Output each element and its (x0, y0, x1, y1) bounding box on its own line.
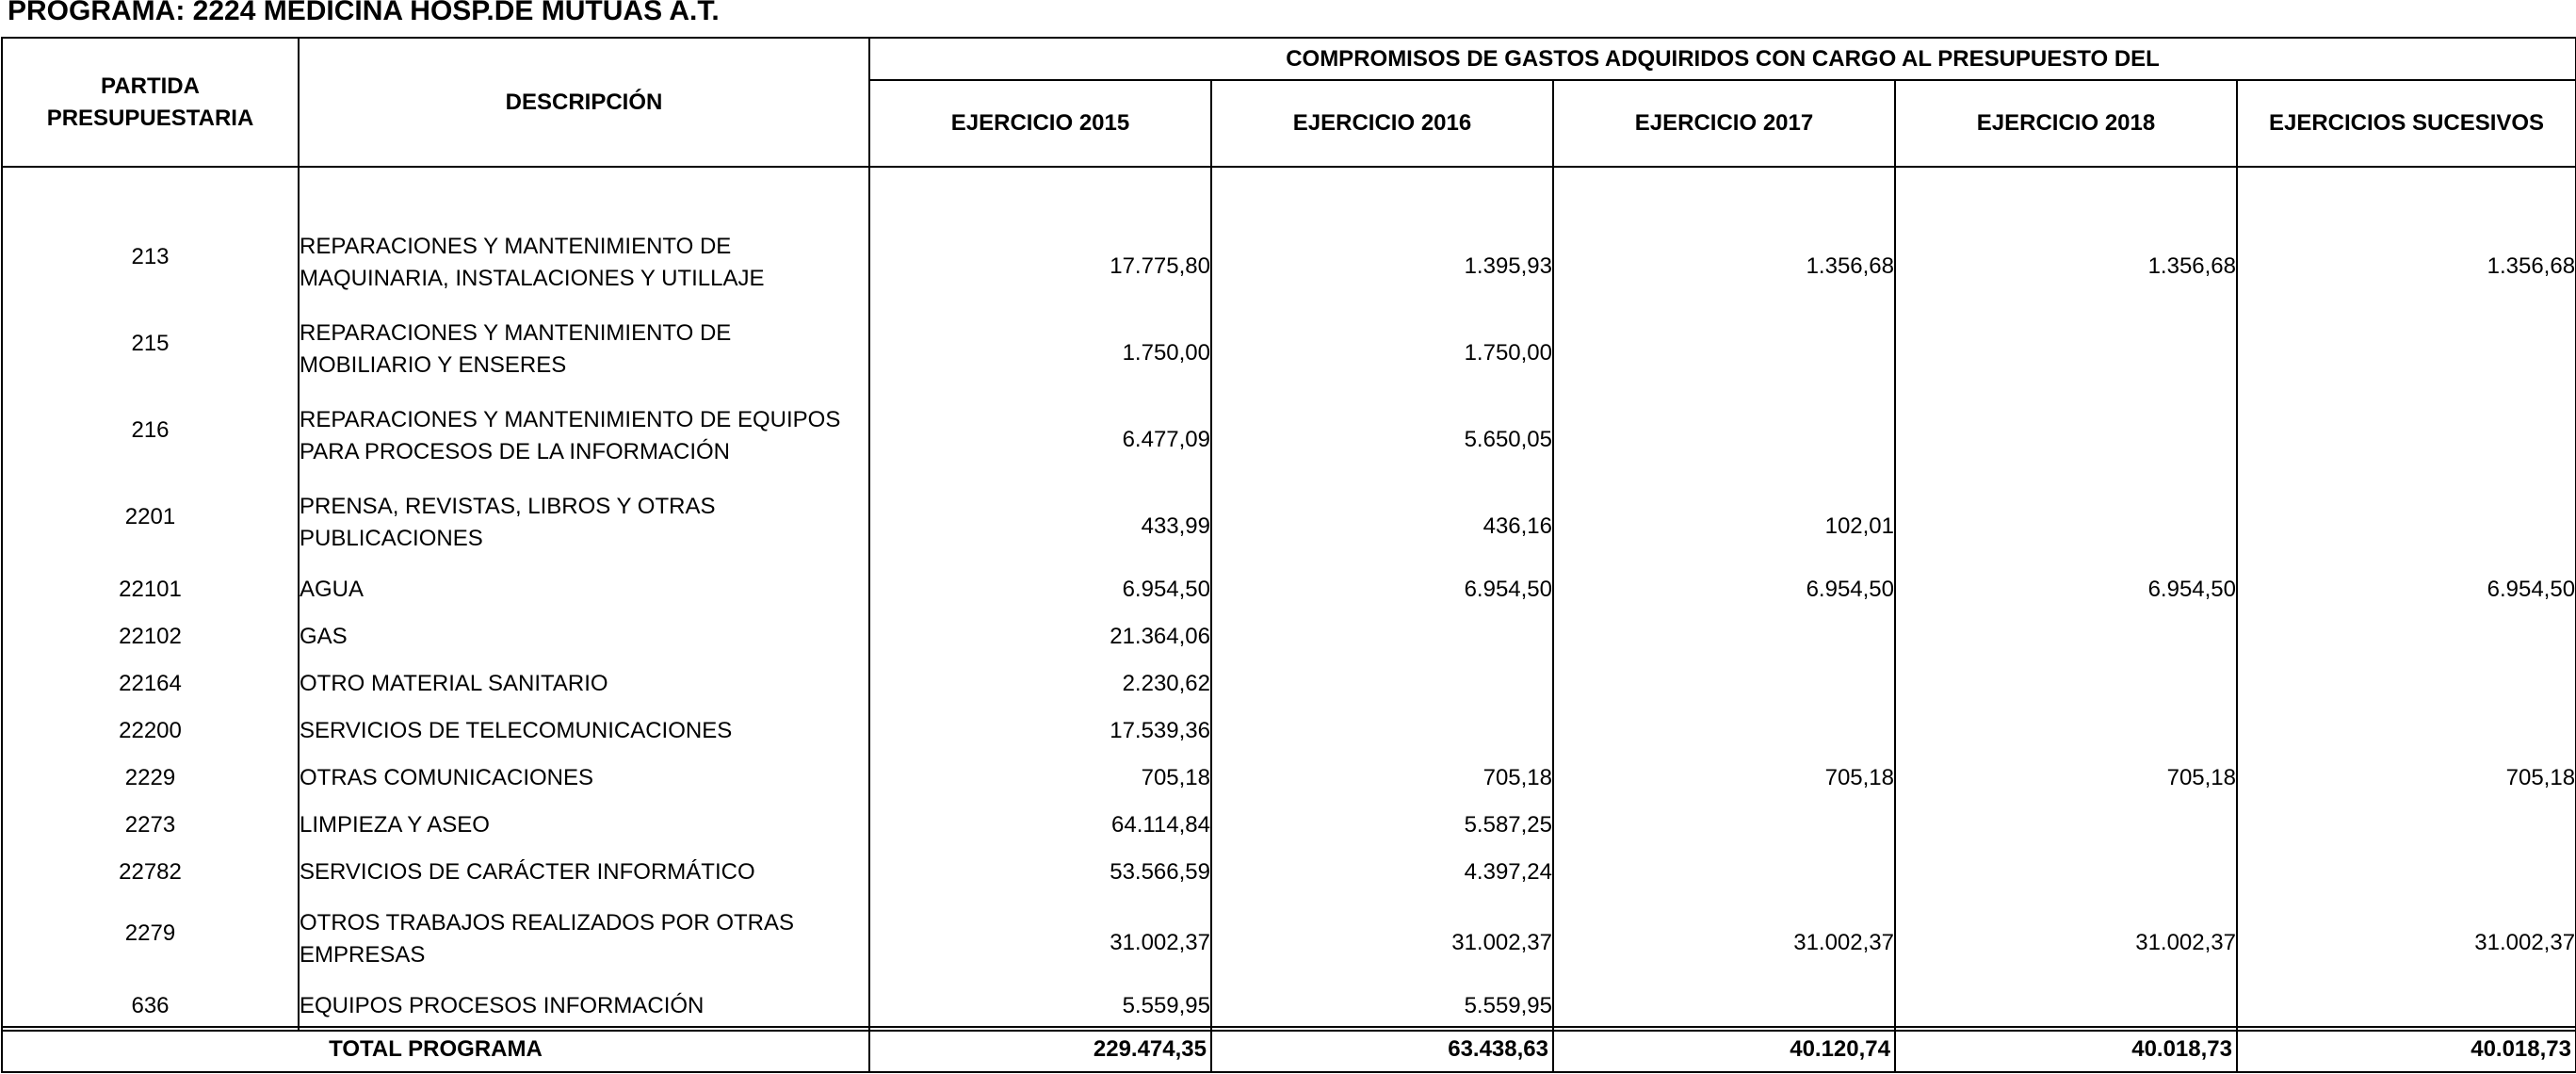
header-year-2018: EJERCICIO 2018 (1895, 80, 2237, 167)
amount-cell: 17.539,36 (869, 708, 1211, 755)
amount-cell (1553, 849, 1895, 896)
table-row (2, 393, 2576, 480)
amount-cell: 6.477,09 (869, 393, 1211, 480)
partida-code: 2201 (2, 480, 299, 566)
amount-cell (1895, 708, 2237, 755)
total-value: 63.438,63 (1211, 1027, 1553, 1072)
amount-cell (1895, 306, 2237, 393)
header-year-sucesivos: EJERCICIOS SUCESIVOS (2237, 80, 2576, 167)
description: SERVICIOS DE CARÁCTER INFORMÁTICO (299, 849, 869, 896)
amount-cell: 31.002,37 (869, 896, 1211, 983)
amount-cell (2237, 613, 2576, 660)
amount-cell: 6.954,50 (869, 566, 1211, 613)
amount-cell: 433,99 (869, 480, 1211, 566)
amount-cell: 53.566,59 (869, 849, 1211, 896)
table-row (2, 566, 2576, 613)
amount-cell: 6.954,50 (1895, 566, 2237, 613)
amount-cell: 6.954,50 (1211, 566, 1553, 613)
amount-cell (1553, 660, 1895, 708)
partida-code: 2279 (2, 896, 299, 983)
amount-cell (1553, 393, 1895, 480)
partida-code: 213 (2, 220, 299, 306)
amount-cell: 705,18 (2237, 755, 2576, 802)
amount-cell (1211, 613, 1553, 660)
amount-cell (2237, 983, 2576, 1030)
amount-cell (1895, 660, 2237, 708)
description: OTRO MATERIAL SANITARIO (299, 660, 869, 708)
amount-cell (1895, 613, 2237, 660)
partida-code: 2273 (2, 802, 299, 849)
amount-cell: 4.397,24 (1211, 849, 1553, 896)
amount-cell: 31.002,37 (2237, 896, 2576, 983)
table-row (2, 708, 2576, 755)
header-year-2017: EJERCICIO 2017 (1553, 80, 1895, 167)
description: AGUA (299, 566, 869, 613)
description: LIMPIEZA Y ASEO (299, 802, 869, 849)
table-row (2, 983, 2576, 1030)
spacer-row (2, 167, 2576, 220)
description: REPARACIONES Y MANTENIMIENTO DE MOBILIARIO Y ENSERES (299, 306, 869, 393)
description: EQUIPOS PROCESOS INFORMACIÓN (299, 983, 869, 1030)
amount-cell: 31.002,37 (1211, 896, 1553, 983)
table-row (2, 660, 2576, 708)
table-row (2, 480, 2576, 566)
partida-code: 22200 (2, 708, 299, 755)
table-row (2, 755, 2576, 802)
amount-cell (2237, 660, 2576, 708)
amount-cell (1553, 802, 1895, 849)
partida-code: 22101 (2, 566, 299, 613)
total-value: 40.120,74 (1553, 1027, 1895, 1072)
amount-cell (2237, 393, 2576, 480)
amount-cell: 5.559,95 (869, 983, 1211, 1030)
amount-cell (2237, 480, 2576, 566)
partida-code: 22164 (2, 660, 299, 708)
total-value: 40.018,73 (1895, 1027, 2237, 1072)
description: SERVICIOS DE TELECOMUNICACIONES (299, 708, 869, 755)
table-row (2, 896, 2576, 983)
total-value: 229.474,35 (869, 1027, 1211, 1072)
amount-cell (1895, 983, 2237, 1030)
table-row (2, 802, 2576, 849)
amount-cell: 1.356,68 (1553, 220, 1895, 306)
total-row (2, 1027, 2576, 1072)
amount-cell (2237, 802, 2576, 849)
amount-cell: 1.356,68 (1895, 220, 2237, 306)
header-year-2015: EJERCICIO 2015 (869, 80, 1211, 167)
amount-cell (1553, 708, 1895, 755)
amount-cell (1895, 802, 2237, 849)
amount-cell: 21.364,06 (869, 613, 1211, 660)
amount-cell (1895, 480, 2237, 566)
commitments-table (1, 37, 2576, 1032)
amount-cell: 31.002,37 (1895, 896, 2237, 983)
partida-code: 22102 (2, 613, 299, 660)
page-title: PROGRAMA: 2224 MEDICINA HOSP.DE MUTUAS A.T. (8, 0, 720, 26)
amount-cell (1211, 660, 1553, 708)
amount-cell: 705,18 (869, 755, 1211, 802)
table-row (2, 613, 2576, 660)
partida-code: 216 (2, 393, 299, 480)
amount-cell (1553, 613, 1895, 660)
partida-code: 636 (2, 983, 299, 1030)
amount-cell: 1.395,93 (1211, 220, 1553, 306)
amount-cell (2237, 708, 2576, 755)
partida-code: 22782 (2, 849, 299, 896)
header-partida: PARTIDA PRESUPUESTARIA (2, 38, 299, 167)
description: REPARACIONES Y MANTENIMIENTO DE EQUIPOS PARA PROCESOS DE LA INFORMACIÓN (299, 393, 869, 480)
amount-cell: 1.356,68 (2237, 220, 2576, 306)
amount-cell: 6.954,50 (1553, 566, 1895, 613)
description: REPARACIONES Y MANTENIMIENTO DE MAQUINARIA, INSTALACIONES Y UTILLAJE (299, 220, 869, 306)
description: OTROS TRABAJOS REALIZADOS POR OTRAS EMPRESAS (299, 896, 869, 983)
amount-cell: 1.750,00 (869, 306, 1211, 393)
amount-cell: 705,18 (1895, 755, 2237, 802)
header-compromisos: COMPROMISOS DE GASTOS ADQUIRIDOS CON CARGO AL PRESUPUESTO DEL (869, 38, 2576, 80)
amount-cell: 64.114,84 (869, 802, 1211, 849)
header-year-2016: EJERCICIO 2016 (1211, 80, 1553, 167)
table-row (2, 220, 2576, 306)
amount-cell: 17.775,80 (869, 220, 1211, 306)
amount-cell: 1.750,00 (1211, 306, 1553, 393)
amount-cell: 5.559,95 (1211, 983, 1553, 1030)
total-table (1, 1026, 2576, 1073)
description: PRENSA, REVISTAS, LIBROS Y OTRAS PUBLICACIONES (299, 480, 869, 566)
amount-cell (1553, 306, 1895, 393)
amount-cell (2237, 849, 2576, 896)
amount-cell (1895, 849, 2237, 896)
amount-cell: 31.002,37 (1553, 896, 1895, 983)
amount-cell: 705,18 (1553, 755, 1895, 802)
table-row (2, 849, 2576, 896)
description: OTRAS COMUNICACIONES (299, 755, 869, 802)
amount-cell: 5.650,05 (1211, 393, 1553, 480)
amount-cell: 6.954,50 (2237, 566, 2576, 613)
amount-cell: 5.587,25 (1211, 802, 1553, 849)
amount-cell (1211, 708, 1553, 755)
amount-cell (1553, 983, 1895, 1030)
description: GAS (299, 613, 869, 660)
amount-cell: 436,16 (1211, 480, 1553, 566)
header-descripcion: DESCRIPCIÓN (299, 38, 869, 167)
amount-cell (2237, 306, 2576, 393)
total-label: TOTAL PROGRAMA (2, 1027, 869, 1072)
amount-cell (1895, 393, 2237, 480)
table-row (2, 306, 2576, 393)
amount-cell: 102,01 (1553, 480, 1895, 566)
total-value: 40.018,73 (2237, 1027, 2576, 1072)
partida-code: 2229 (2, 755, 299, 802)
partida-code: 215 (2, 306, 299, 393)
amount-cell: 2.230,62 (869, 660, 1211, 708)
amount-cell: 705,18 (1211, 755, 1553, 802)
